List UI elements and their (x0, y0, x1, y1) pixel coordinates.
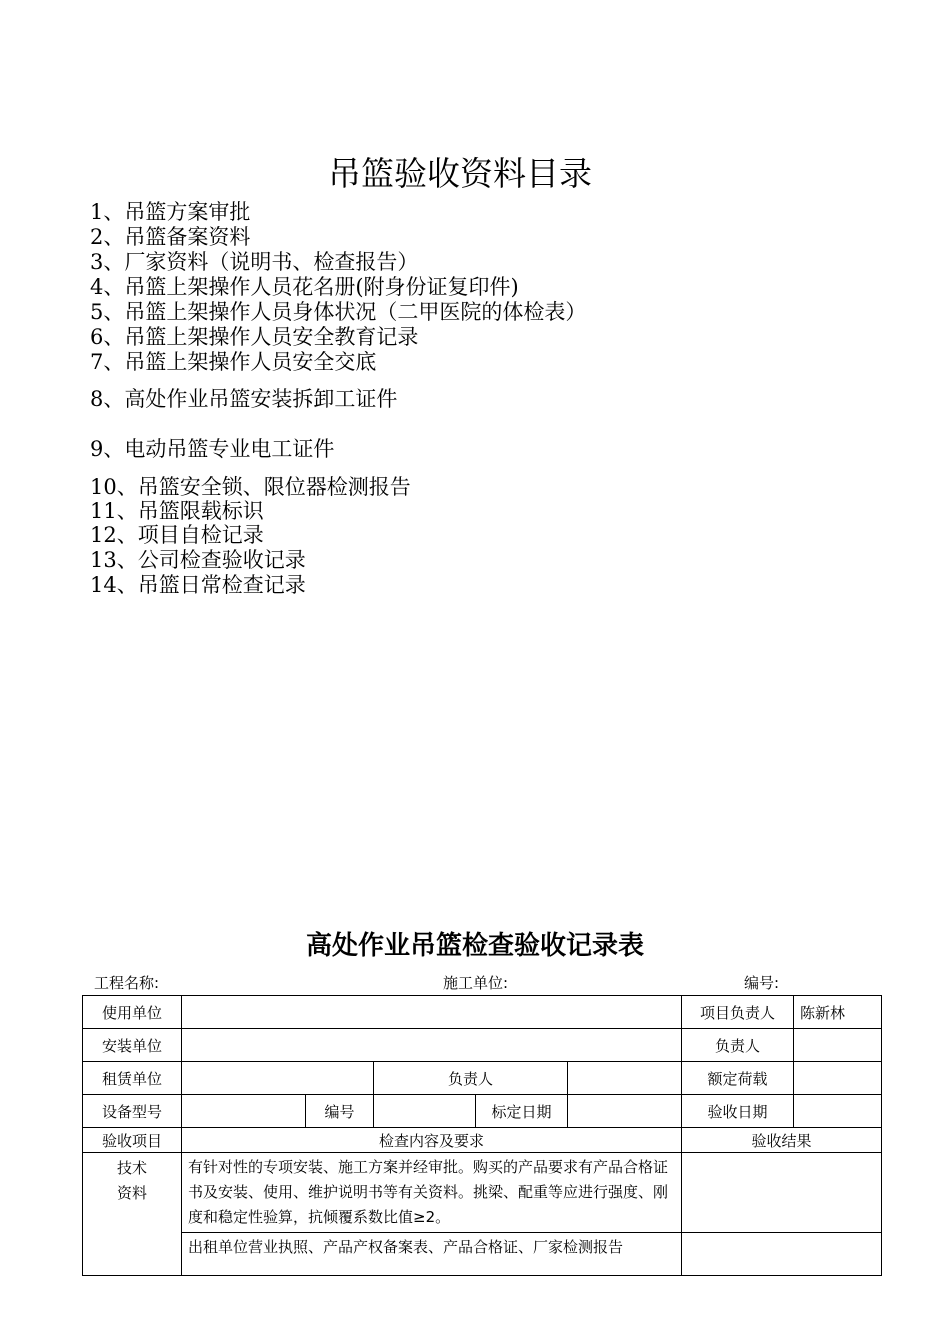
number-label: 编号: (744, 974, 780, 992)
serial-number-label: 编号 (306, 1095, 374, 1128)
toc-item: 13、公司检查验收记录 (90, 548, 306, 572)
install-unit-label: 安装单位 (83, 1029, 182, 1062)
toc-item: 14、吊篮日常检查记录 (90, 573, 306, 597)
form-title: 高处作业吊篮检查验收记录表 (305, 931, 644, 961)
calibration-date-field[interactable] (568, 1095, 682, 1128)
calibration-date-label: 标定日期 (476, 1095, 568, 1128)
table-row (83, 1095, 882, 1128)
table-row (83, 996, 882, 1029)
using-unit-label: 使用单位 (83, 996, 182, 1029)
tech-docs-label-line2: 资料 (116, 1184, 147, 1202)
requirement-text: 有针对性的专项安装、施工方案并经审批。购买的产品要求有产品合格证书及安装、使用、维护说明书等有关资料。挑梁、配重等应进行强度、刚度和稳定性验算，抗倾覆系数比值≥2。 (182, 1153, 682, 1233)
using-unit-field[interactable] (182, 996, 682, 1029)
toc-item: 5、吊篮上架操作人员身体状况（二甲医院的体检表） (90, 300, 587, 324)
acceptance-record-table (82, 995, 882, 1276)
table-row (83, 1233, 882, 1276)
tech-docs-label-line1: 技术 (116, 1159, 147, 1177)
toc-title: 吊篮验收资料目录 (328, 154, 592, 193)
install-unit-field[interactable] (182, 1029, 682, 1062)
toc-item: 10、吊篮安全锁、限位器检测报告 (90, 475, 411, 499)
responsible-person-field[interactable] (794, 1029, 882, 1062)
acceptance-date-label: 验收日期 (682, 1095, 794, 1128)
requirement-text: 出租单位营业执照、产品产权备案表、产品合格证、厂家检测报告 (182, 1233, 682, 1276)
project-name-label: 工程名称: (94, 974, 160, 992)
table-row (83, 1062, 882, 1095)
toc-item: 8、高处作业吊篮安装拆卸工证件 (90, 387, 398, 411)
equipment-model-label: 设备型号 (83, 1095, 182, 1128)
toc-item: 9、电动吊篮专业电工证件 (90, 437, 335, 461)
toc-item: 3、厂家资料（说明书、检查报告） (90, 250, 419, 274)
toc-item: 1、吊篮方案审批 (90, 200, 251, 224)
result-field[interactable] (682, 1233, 882, 1276)
rental-responsible-field[interactable] (568, 1062, 682, 1095)
table-row (83, 1153, 882, 1233)
toc-item: 6、吊篮上架操作人员安全教育记录 (90, 325, 419, 349)
inspection-content-header: 检查内容及要求 (182, 1128, 682, 1153)
result-field[interactable] (682, 1153, 882, 1233)
rated-load-field[interactable] (794, 1062, 882, 1095)
acceptance-result-header: 验收结果 (682, 1128, 882, 1153)
tech-docs-label (83, 1153, 182, 1276)
table-header-row (83, 1128, 882, 1153)
rental-unit-label: 租赁单位 (83, 1062, 182, 1095)
toc-item: 4、吊篮上架操作人员花名册(附身份证复印件) (90, 275, 519, 299)
table-row (83, 1029, 882, 1062)
acceptance-item-header: 验收项目 (83, 1128, 182, 1153)
construction-unit-label: 施工单位: (443, 974, 509, 992)
rated-load-label: 额定荷载 (682, 1062, 794, 1095)
project-manager-value[interactable]: 陈新林 (794, 996, 882, 1029)
rental-responsible-label: 负责人 (374, 1062, 568, 1095)
toc-item: 12、项目自检记录 (90, 523, 264, 547)
rental-unit-field[interactable] (182, 1062, 374, 1095)
responsible-person-label: 负责人 (682, 1029, 794, 1062)
toc-item: 2、吊篮备案资料 (90, 225, 251, 249)
toc-item: 7、吊篮上架操作人员安全交底 (90, 350, 377, 374)
acceptance-date-field[interactable] (794, 1095, 882, 1128)
toc-item: 11、吊篮限载标识 (90, 499, 264, 523)
project-manager-label: 项目负责人 (682, 996, 794, 1029)
equipment-model-field[interactable] (182, 1095, 306, 1128)
serial-number-field[interactable] (374, 1095, 476, 1128)
